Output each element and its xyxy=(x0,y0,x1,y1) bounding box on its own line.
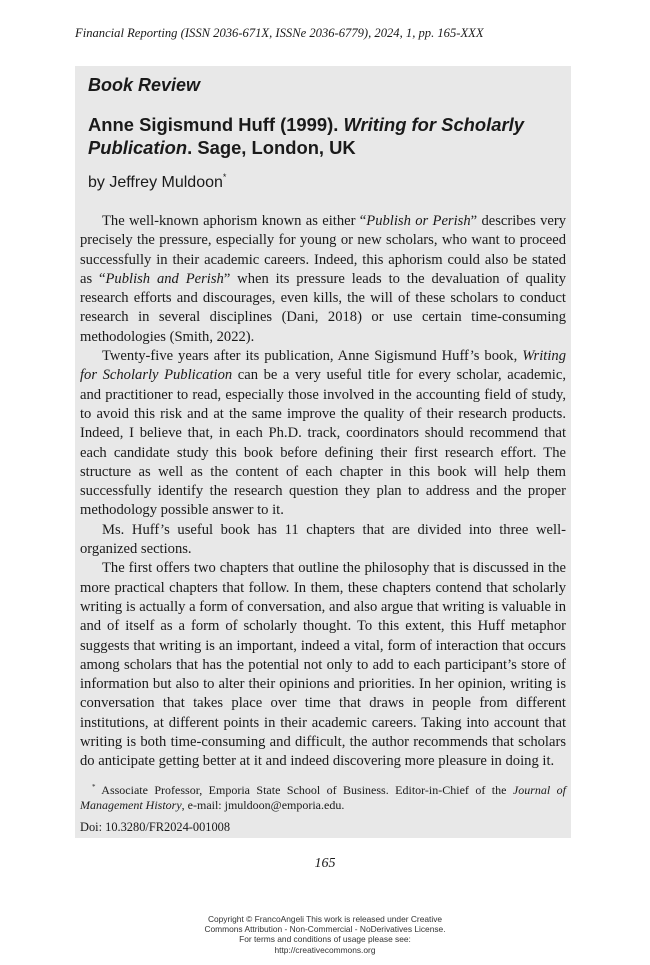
license-line-1: Copyright © FrancoAngeli This work is released under Creative xyxy=(207,914,443,924)
footnote-text-a: Associate Professor, Emporia State School of Business. Editor-in-Chief of the xyxy=(95,782,513,797)
paragraph-2-text-a: Twenty-five years after its publication, Anne Sigismund Huff’s book, xyxy=(102,348,523,365)
paragraph-2 xyxy=(80,347,566,521)
license-link[interactable]: http://creativecommons.org xyxy=(274,944,376,955)
license-notice xyxy=(0,914,650,955)
page-number: 165 xyxy=(314,856,336,871)
paragraph-1-text-a: The well-known aphorism known as either “ xyxy=(102,213,367,229)
footnote-marker: * xyxy=(92,782,96,791)
title-book-name: Writing for Scholarly Publication xyxy=(88,114,524,158)
paragraph-1-text-e: ” when its pressure leads to the devaluation of quality research efforts and discourages, even kills, the will of these scholars to conduct research in several disciplines (Dani, 2018) or use certain time-consuming methodologies (Smith, 2022). xyxy=(80,270,566,345)
paragraph-1-quote-b: Publish and Perish xyxy=(105,270,224,287)
paragraph-1-text-c: ” describes very precisely the pressure, especially for young or new scholars, who want to proceed successfully in their academic careers. Indeed, this aphorism could also be stated as “ xyxy=(80,213,567,287)
license-line-3: For terms and conditions of usage please see: xyxy=(239,934,411,945)
footnote-text xyxy=(80,780,566,814)
doi: Doi: 10.3280/FR2024-001008 xyxy=(80,819,231,834)
title-publisher: . Sage, London, UK xyxy=(187,137,356,158)
paragraph-1 xyxy=(80,212,566,347)
footnote-email: , e-mail: jmuldoon@emporia.edu. xyxy=(181,798,345,813)
paragraph-2-text-c: can be a very useful title for every scholar, academic, and practitioner to read, especially those involved in the accounting field of study, to avoid this risk and at the same improve the quality of their research products. Indeed, I believe that, in each Ph.D. track, coordinators should recommend that each candidate study this book before defining their first research effort. The structure as well as the content of each chapter in this book will help them successfully identify the research question they plan to address and the proper methodology possible answer to it. xyxy=(80,367,566,519)
paragraph-4: The first offers two chapters that outline the philosophy that is discussed in the more practical chapters that follow. In them, these chapters contend that scholarly writing is actually a form of conversation, and also argue that writing is valuable in and of itself as a form of scholarly thought. To this extent, this Huff metaphor suggests that writing is an important, indeed a vital, form of interaction that occurs among scholars that has the potential not only to add to each participant’s store of information but also to alter their opinions and priorities. In her opinion, writing is conversation that takes place over time that draws in people from different institutions, at different points in their academic careers. Taking into account that writing is both time-consuming and difficult, the author recommends that scholars do anticipate getting better at it and indeed discovering more pleasure in doing it. xyxy=(80,560,566,770)
review-body xyxy=(80,212,566,772)
review-panel xyxy=(75,66,571,838)
footnote-journal-name: Journal of Management History xyxy=(80,782,566,813)
review-title xyxy=(88,113,566,159)
byline-footnote-marker: * xyxy=(222,172,227,182)
byline xyxy=(88,167,566,193)
title-author-year: Anne Sigismund Huff (1999). xyxy=(88,114,344,135)
paragraph-3: Ms. Huff’s useful book has 11 chapters that are divided into three well-organized sections. xyxy=(80,521,566,558)
section-label: Book Review xyxy=(88,75,201,95)
paragraph-2-book-title: Writing for Scholarly Publication xyxy=(80,348,566,384)
byline-text: by Jeffrey Muldoon xyxy=(88,174,223,191)
running-head: Financial Reporting (ISSN 2036-671X, ISSNe 2036-6779), 2024, 1, pp. 165-XXX xyxy=(75,26,484,40)
author-footnote xyxy=(80,780,566,814)
paragraph-1-quote-a: Publish or Perish xyxy=(366,213,471,229)
license-line-2: Commons Attribution - Non-Commercial - NoDerivatives License. xyxy=(204,924,446,935)
